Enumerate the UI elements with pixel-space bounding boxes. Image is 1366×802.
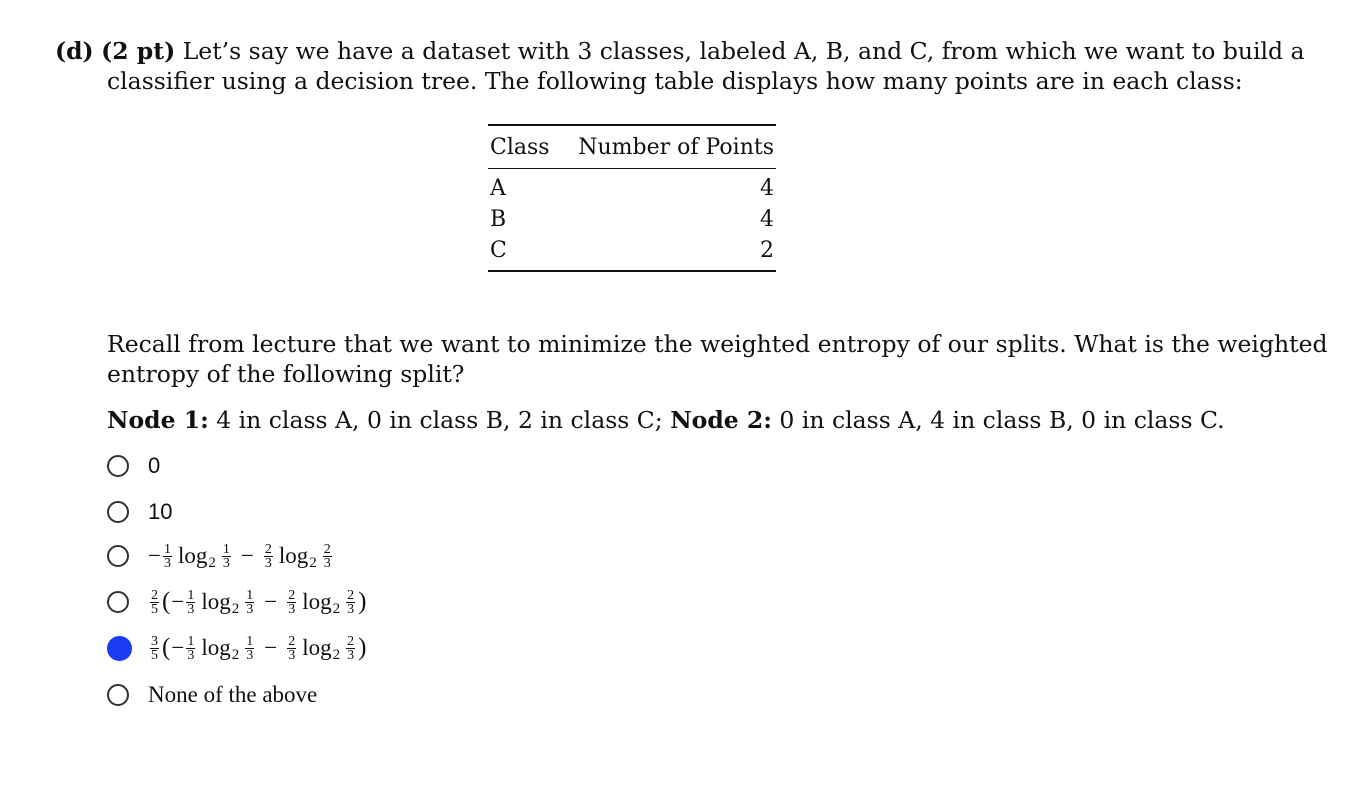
option-10[interactable] [107, 494, 172, 530]
question-text-1: Let’s say we have a dataset with 3 classes, labeled A, B, and C, from which we want to build a [182, 37, 1305, 65]
node2-label: Node 2: [670, 406, 772, 434]
option-label: None of the above [148, 682, 318, 707]
radio-button[interactable] [107, 545, 129, 567]
table-cell-class: A [490, 176, 506, 201]
radio-button-selected[interactable] [107, 636, 132, 661]
table-header-row [488, 126, 776, 168]
option-math: − $\frac{1}{3}$ log 2 $\frac{1}{3}$ − $\frac{2}{3}$ log 2 $\frac{2}{3}$ [148, 541, 331, 571]
table-row [488, 204, 776, 235]
node1-text: 4 in class A, 0 in class B, 2 in class C; [208, 406, 663, 434]
table-header-class: Class [490, 135, 550, 160]
option-entropy-formula[interactable] [107, 538, 334, 574]
node1-label: Node 1: [107, 406, 209, 434]
option-three-fifths-formula[interactable] [107, 630, 367, 666]
radio-button[interactable] [107, 501, 129, 523]
table-cell-class: B [490, 207, 507, 232]
split-description [107, 405, 1307, 435]
radio-button[interactable] [107, 455, 129, 477]
recall-line-1: Recall from lecture that we want to minimize the weighted entropy of our splits. What is the weighted [107, 330, 1328, 358]
option-math: $\frac{3}{5}$ ( − $\frac{1}{3}$ log 2 $\frac{1}{3}$ − $\frac{2}{3}$ log 2 $\frac{2}{3}$ ) [151, 633, 367, 663]
radio-button[interactable] [107, 684, 129, 706]
question-label: (d) [55, 37, 94, 65]
option-0[interactable] [107, 448, 160, 484]
question-points: (2 pt) [101, 37, 176, 65]
option-label: 0 [148, 453, 161, 478]
node2-text: 0 in class A, 4 in class B, 0 in class C. [771, 406, 1225, 434]
table-cell-count: 4 [760, 176, 774, 201]
question-line-1 [55, 36, 1305, 66]
option-two-fifths-formula[interactable] [107, 584, 367, 620]
table-cell-count: 4 [760, 207, 774, 232]
table-bottom-rule [488, 270, 776, 272]
class-table [488, 124, 776, 272]
question-line-2: classifier using a decision tree. The following table displays how many points are in each class: [107, 67, 1243, 95]
table-header-count: Number of Points [578, 135, 774, 160]
table-row [488, 173, 776, 204]
table-row [488, 235, 776, 266]
radio-button[interactable] [107, 591, 129, 613]
option-label: 10 [148, 499, 173, 524]
table-cell-count: 2 [760, 238, 774, 263]
option-math: $\frac{2}{5}$ ( − $\frac{1}{3}$ log 2 $\frac{1}{3}$ − $\frac{2}{3}$ log 2 $\frac{2}{3}$ ) [151, 587, 367, 617]
table-mid-rule [488, 168, 776, 169]
recall-line-2: entropy of the following split? [107, 360, 465, 388]
option-none-of-the-above[interactable] [107, 677, 317, 713]
table-cell-class: C [490, 238, 507, 263]
